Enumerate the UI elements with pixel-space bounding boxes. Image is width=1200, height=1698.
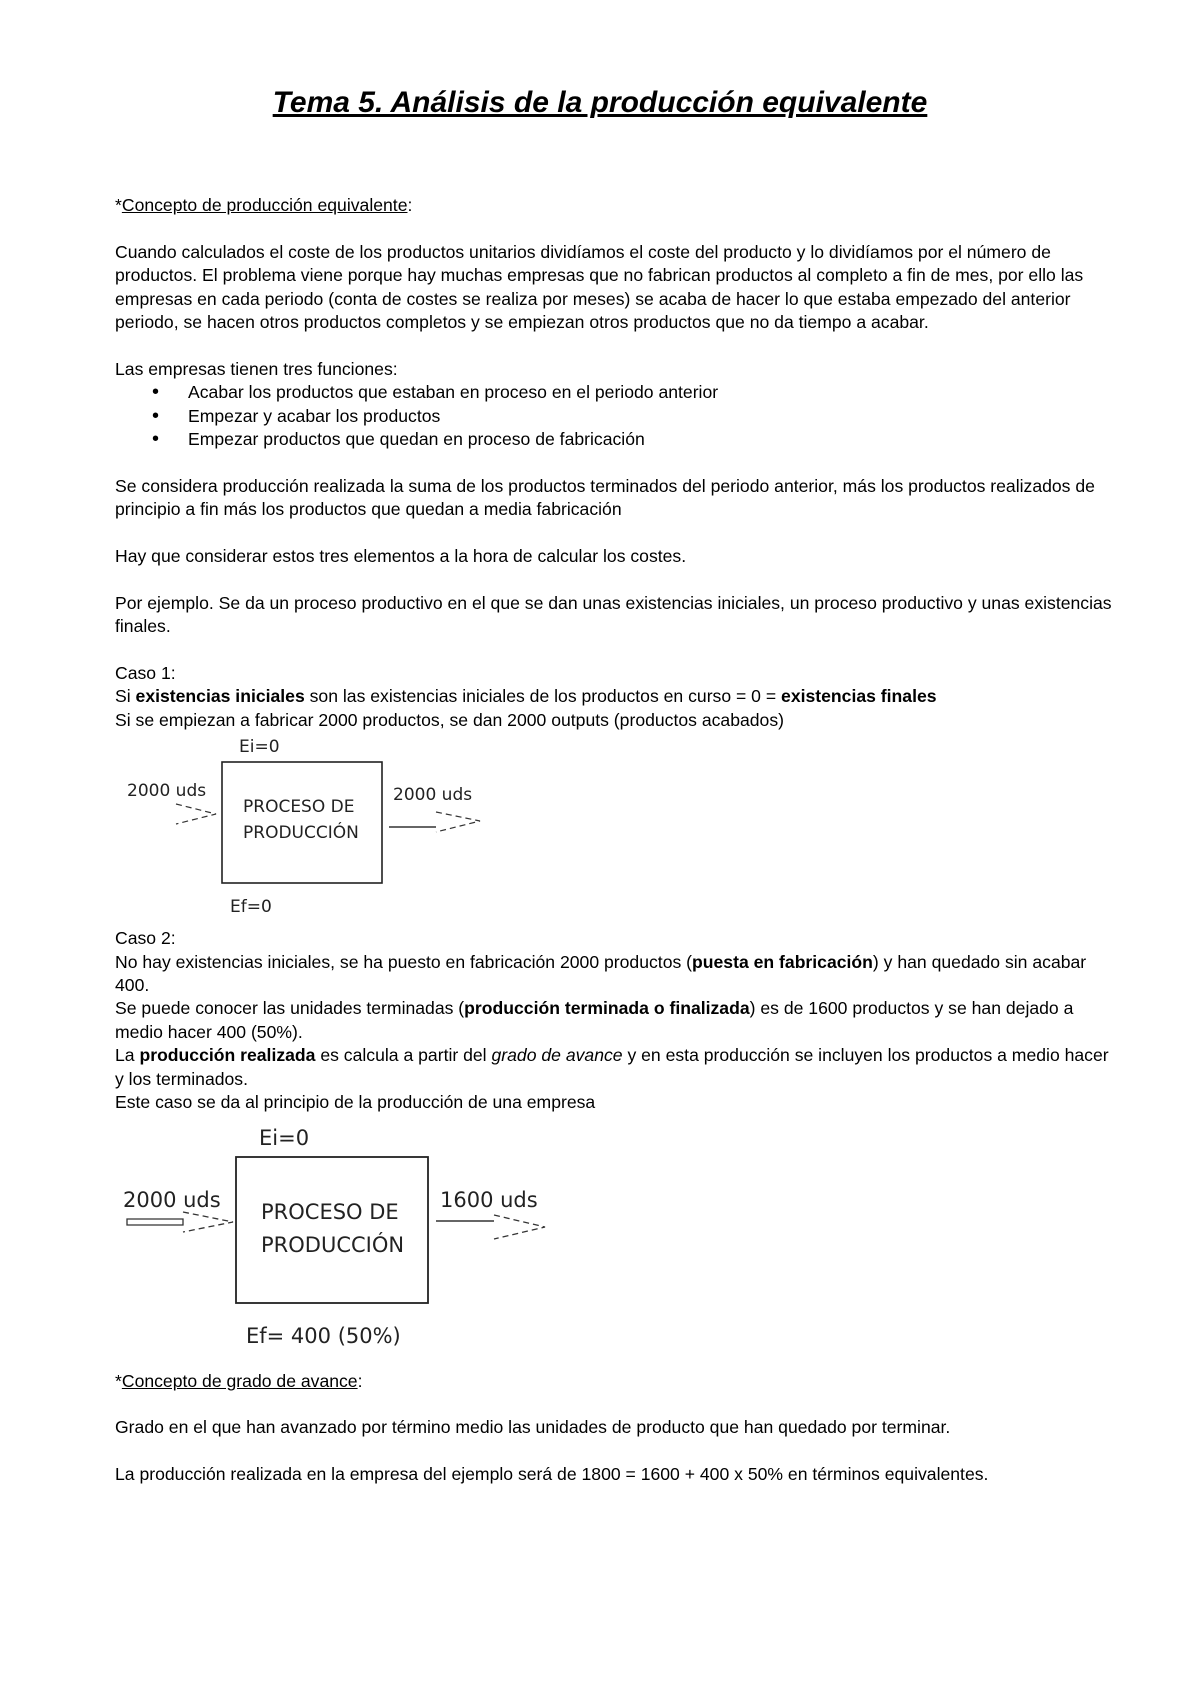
functions-list	[115, 381, 1115, 451]
diagram1-box-line2: PRODUCCIÓN	[243, 823, 359, 844]
paragraph-intro: Cuando calculados el coste de los productos unitarios dividíamos el coste del producto y lo dividíamos por el número de productos. El problema viene porque hay muchas empresas que no fabrican productos al completo a fin de mes, por ello las empresas en cada periodo (conta de costes se realiza por meses) se acaba de hacer lo que estaba empezado del anterior periodo, se hacen otros productos completos y se empiezan otros productos que no da tiempo a acabar.	[115, 241, 1084, 333]
document-body	[115, 194, 1115, 1487]
diagram2-box-line2: PRODUCCIÓN	[261, 1232, 405, 1257]
paragraph-ejemplo: Por ejemplo. Se da un proceso productivo en el que se dan unas existencias iniciales, un proceso productivo y unas existencias finales.	[115, 592, 1112, 637]
list-item: • Acabar los productos que estaban en proceso en el periodo anterior	[115, 381, 1115, 404]
diagram2-output-label: 1600 uds	[440, 1187, 538, 1212]
diagram2-box-line1: PROCESO DE	[261, 1199, 399, 1224]
heading-star: *	[115, 1370, 122, 1391]
diagram-caso1	[115, 732, 1115, 927]
diagram1-output-label: 2000 uds	[393, 785, 473, 806]
heading-star: *	[115, 195, 122, 215]
diagram1-input-label: 2000 uds	[127, 781, 207, 802]
diagram2-output-arrow	[494, 1215, 545, 1239]
functions-intro: Las empresas tienen tres funciones:	[115, 358, 398, 379]
diagram2-ef-label: Ef= 400 (50%)	[246, 1323, 401, 1348]
caso1-line2: Si se empiezan a fabricar 2000 productos, se dan 2000 outputs (productos acabados)	[115, 709, 784, 730]
diagram2-input-shaft	[127, 1219, 183, 1225]
heading-text: Concepto de grado de avance	[121, 1370, 358, 1391]
diagram2-ei-label: Ei=0	[259, 1125, 310, 1150]
diagram1-ei-label: Ei=0	[239, 737, 280, 758]
paragraph-produccion-realizada: Se considera producción realizada la suma de los productos terminados del periodo anterior, más los productos realizados de principio a fin más los productos que quedan a media fabricación	[115, 475, 1095, 520]
caso2-line2: Se puede conocer las unidades terminadas (producción terminada o finalizada) es de 1600 productos y se han dejado a medio hacer 400 (50%).	[115, 998, 1074, 1042]
caso2-line1: No hay existencias iniciales, se ha puesto en fabricación 2000 productos (puesta en fabricación) y han quedado sin acabar 400.	[115, 951, 1087, 996]
caso2-label: Caso 2:	[115, 928, 176, 949]
diagram1-output-arrow	[436, 812, 480, 832]
heading-text: Concepto de producción equivalente	[121, 195, 408, 215]
diagram1-box-line1: PROCESO DE	[243, 797, 355, 818]
heading-colon: :	[407, 195, 413, 215]
diagram2-input-label: 2000 uds	[123, 1187, 221, 1212]
heading-colon: :	[357, 1370, 363, 1391]
caso1-label: Caso 1:	[115, 663, 176, 684]
section-heading-produccion-equivalente	[115, 194, 1115, 217]
page-title: Tema 5. Análisis de la producción equivalente	[272, 86, 928, 119]
diagram2-input-arrow	[183, 1212, 233, 1232]
caso1-line1: Si existencias iniciales son las existencias iniciales de los productos en curso = 0 = existencias finales	[115, 686, 937, 707]
list-item: • Empezar productos que quedan en proceso de fabricación	[115, 428, 1115, 451]
paragraph-grado-definicion: Grado en el que han avanzado por término medio las unidades de producto que han quedado por terminar.	[115, 1417, 951, 1438]
list-item: • Empezar y acabar los productos	[115, 405, 1115, 428]
caso2-line3: La producción realizada es calcula a partir del grado de avance y en esta producción se incluyen los productos a medio hacer y los terminados.	[115, 1045, 1109, 1089]
diagram1-ef-label: Ef=0	[230, 897, 272, 918]
section-heading-grado-de-avance	[115, 1370, 1115, 1393]
paragraph-elementos: Hay que considerar estos tres elementos a la hora de calcular los costes.	[115, 546, 687, 567]
diagram2-process-box	[236, 1157, 428, 1303]
paragraph-calculo: La producción realizada en la empresa del ejemplo será de 1800 = 1600 + 400 x 50% en términos equivalentes.	[115, 1464, 989, 1485]
diagram-caso2	[115, 1115, 1115, 1370]
caso2-line4: Este caso se da al principio de la producción de una empresa	[115, 1092, 596, 1113]
diagram1-input-arrow	[176, 804, 216, 824]
